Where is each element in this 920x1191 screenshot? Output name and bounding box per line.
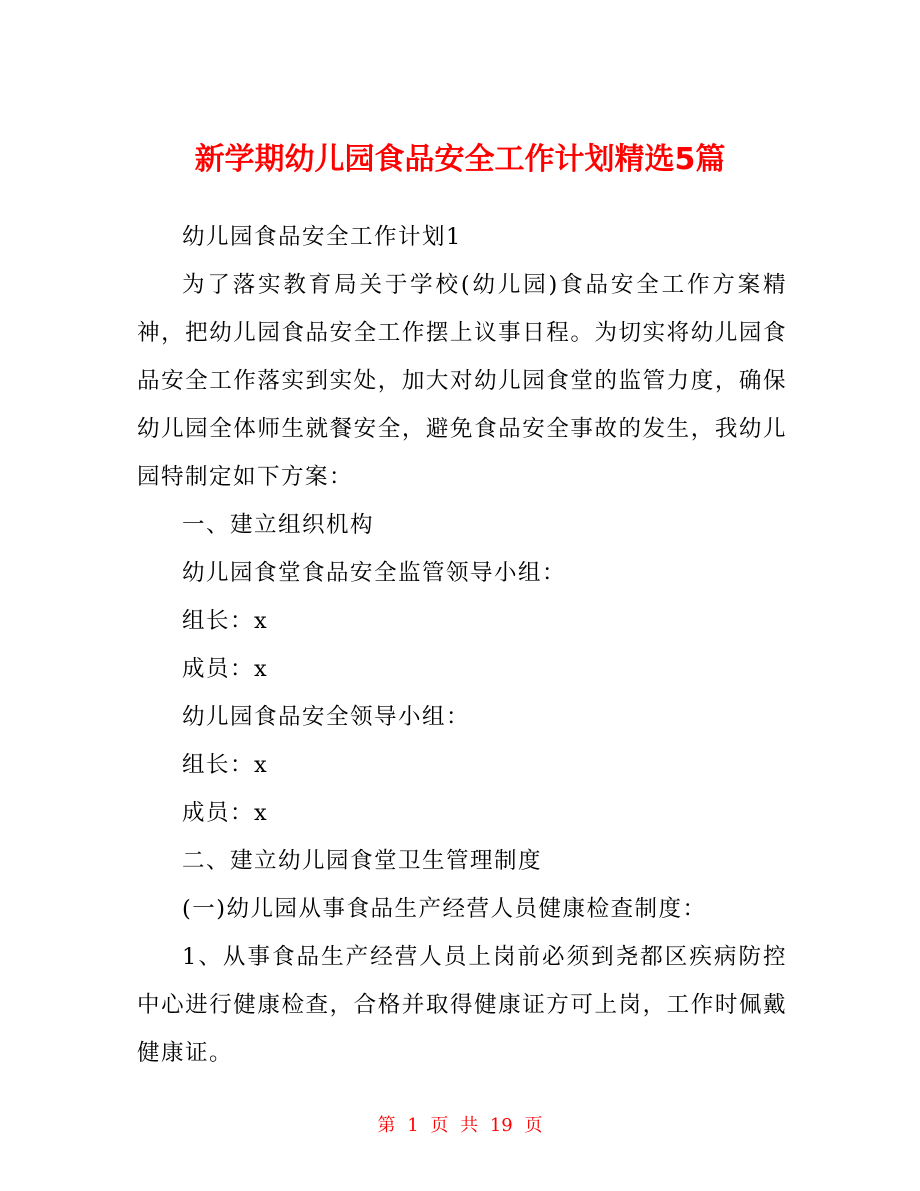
page-number-footer: 第 1 页 共 19 页 bbox=[377, 1115, 543, 1136]
document-body bbox=[137, 213, 787, 1077]
section-heading-plan-1: 幼儿园食品安全工作计划1 bbox=[182, 224, 462, 250]
intro-paragraph: 为了落实教育局关于学校(幼儿园)食品安全工作方案精神，把幼儿园食品安全工作摆上议事日程。为切实将幼儿园食品安全工作落实到实处，加大对幼儿园食堂的监管力度，确保幼儿园全体师生就餐安全，避免食品安全事故的发生，我幼儿园特制定如下方案： bbox=[137, 272, 787, 490]
group-member-line: 成员：x bbox=[182, 800, 269, 826]
food-safety-group-label: 幼儿园食品安全领导小组： bbox=[182, 704, 471, 730]
canteen-supervision-group-label: 幼儿园食堂食品安全监管领导小组： bbox=[182, 560, 567, 586]
section-heading-canteen-rules: 二、建立幼儿园食堂卫生管理制度 bbox=[182, 848, 543, 874]
section-heading-organization: 一、建立组织机构 bbox=[182, 512, 375, 538]
document-title: 新学期幼儿园食品安全工作计划精选5篇 bbox=[194, 142, 726, 178]
group-leader-line: 组长：x bbox=[182, 608, 269, 634]
subsection-heading-health-check: (一)幼儿园从事食品生产经营人员健康检查制度： bbox=[182, 896, 707, 922]
group-leader-line: 组长：x bbox=[182, 752, 269, 778]
health-check-item-1: 1、从事食品生产经营人员上岗前必须到尧都区疾病防控中心进行健康检查，合格并取得健康证方可上岗，工作时佩戴健康证。 bbox=[137, 944, 787, 1066]
group-member-line: 成员：x bbox=[182, 656, 269, 682]
